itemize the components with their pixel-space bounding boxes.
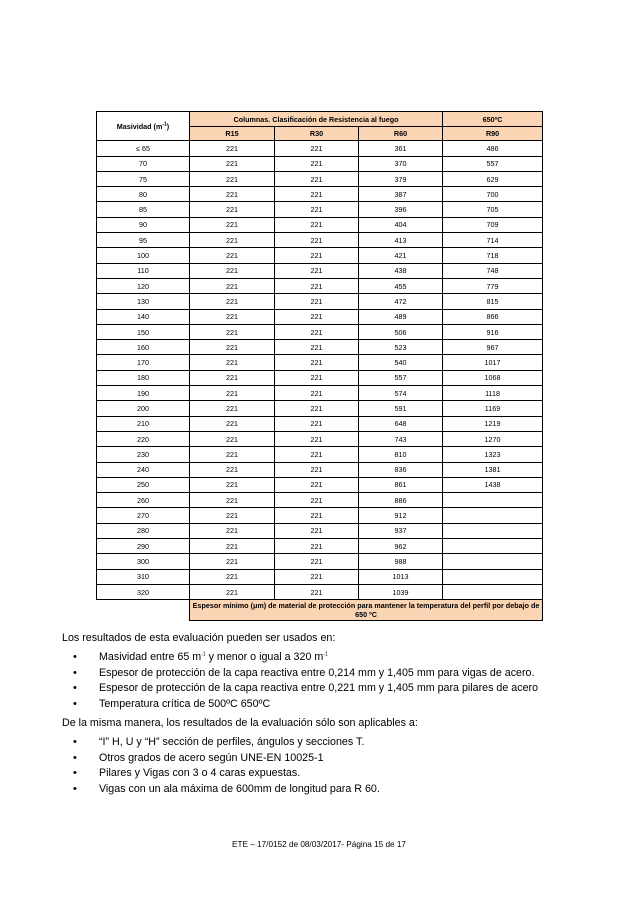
thickness-cell: 404 bbox=[359, 217, 443, 232]
thickness-cell: 221 bbox=[190, 493, 275, 508]
masividad-cell: 170 bbox=[97, 355, 190, 370]
masividad-cell: 95 bbox=[97, 233, 190, 248]
thickness-cell: 221 bbox=[190, 355, 275, 370]
masividad-cell: 70 bbox=[97, 156, 190, 171]
thickness-cell: 221 bbox=[190, 294, 275, 309]
thickness-cell: 361 bbox=[359, 141, 443, 156]
thickness-cell: 221 bbox=[190, 416, 275, 431]
thickness-cell: 1013 bbox=[359, 569, 443, 584]
thickness-cell: 370 bbox=[359, 156, 443, 171]
thickness-cell: 1169 bbox=[443, 401, 543, 416]
thickness-cell: 221 bbox=[275, 171, 359, 186]
masividad-cell: 130 bbox=[97, 294, 190, 309]
thickness-cell: 379 bbox=[359, 171, 443, 186]
thickness-cell: 221 bbox=[275, 370, 359, 385]
thickness-cell: 221 bbox=[190, 431, 275, 446]
thickness-cell: 221 bbox=[190, 508, 275, 523]
masividad-cell: 100 bbox=[97, 248, 190, 263]
table-row bbox=[97, 539, 543, 554]
thickness-cell: 1068 bbox=[443, 370, 543, 385]
thickness-cell: 221 bbox=[275, 462, 359, 477]
thickness-cell: 221 bbox=[275, 202, 359, 217]
column-header: R15 bbox=[190, 127, 275, 141]
masividad-cell: 250 bbox=[97, 477, 190, 492]
thickness-cell: 221 bbox=[190, 340, 275, 355]
thickness-cell bbox=[443, 569, 543, 584]
table-row bbox=[97, 233, 543, 248]
thickness-cell: 221 bbox=[190, 187, 275, 202]
thickness-cell: 396 bbox=[359, 202, 443, 217]
thickness-cell: 743 bbox=[359, 431, 443, 446]
thickness-cell: 1381 bbox=[443, 462, 543, 477]
thickness-cell: 962 bbox=[359, 539, 443, 554]
thickness-cell: 1270 bbox=[443, 431, 543, 446]
table-row bbox=[97, 156, 543, 171]
thickness-cell: 221 bbox=[190, 324, 275, 339]
thickness-cell: 506 bbox=[359, 324, 443, 339]
thickness-cell: 557 bbox=[443, 156, 543, 171]
thickness-cell: 221 bbox=[275, 187, 359, 202]
masividad-cell: 240 bbox=[97, 462, 190, 477]
table-row bbox=[97, 263, 543, 278]
thickness-cell: 700 bbox=[443, 187, 543, 202]
thickness-cell: 221 bbox=[275, 248, 359, 263]
body-text bbox=[62, 630, 582, 800]
table-row bbox=[97, 493, 543, 508]
thickness-cell: 648 bbox=[359, 416, 443, 431]
thickness-cell: 221 bbox=[190, 569, 275, 584]
table-row bbox=[97, 462, 543, 477]
list-item: • Espesor de protección de la capa reactiva entre 0,221 mm y 1,405 mm para pilares de acero bbox=[62, 681, 582, 697]
masividad-header: Masividad $(m^{-1})$ bbox=[97, 112, 190, 141]
masividad-cell: 190 bbox=[97, 386, 190, 401]
thickness-cell: 221 bbox=[190, 263, 275, 278]
masividad-cell: 150 bbox=[97, 324, 190, 339]
masividad-cell: 290 bbox=[97, 539, 190, 554]
table-row bbox=[97, 447, 543, 462]
thickness-cell: 1438 bbox=[443, 477, 543, 492]
table-row bbox=[97, 187, 543, 202]
temperature-header: 650ºC bbox=[443, 112, 543, 127]
table-row bbox=[97, 248, 543, 263]
thickness-cell: 221 bbox=[190, 217, 275, 232]
thickness-cell: 861 bbox=[359, 477, 443, 492]
thickness-cell: 937 bbox=[359, 523, 443, 538]
thickness-cell: 557 bbox=[359, 370, 443, 385]
thickness-cell bbox=[443, 539, 543, 554]
thickness-cell: 221 bbox=[275, 539, 359, 554]
thickness-cell: 221 bbox=[275, 324, 359, 339]
masividad-cell: 200 bbox=[97, 401, 190, 416]
thickness-cell: 221 bbox=[190, 171, 275, 186]
thickness-cell: 779 bbox=[443, 278, 543, 293]
masividad-cell: 280 bbox=[97, 523, 190, 538]
thickness-cell: 1118 bbox=[443, 386, 543, 401]
masividad-cell: 120 bbox=[97, 278, 190, 293]
list-item: • Pilares y Vigas con 3 o 4 caras expuestas. bbox=[62, 766, 582, 782]
masividad-cell: 140 bbox=[97, 309, 190, 324]
thickness-cell: 221 bbox=[275, 477, 359, 492]
thickness-cell: 413 bbox=[359, 233, 443, 248]
thickness-cell: 221 bbox=[190, 202, 275, 217]
thickness-cell: 221 bbox=[275, 493, 359, 508]
thickness-cell: 489 bbox=[359, 309, 443, 324]
thickness-cell: 221 bbox=[190, 447, 275, 462]
fire-resistance-table bbox=[96, 111, 543, 621]
list-item: • Temperatura crítica de 500ºC 650ºC bbox=[62, 697, 582, 713]
thickness-cell: 486 bbox=[443, 141, 543, 156]
group-title-header: Columnas. Clasificación de Resistencia al fuego bbox=[190, 112, 443, 127]
table-row bbox=[97, 554, 543, 569]
thickness-cell: 387 bbox=[359, 187, 443, 202]
thickness-cell: 591 bbox=[359, 401, 443, 416]
thickness-cell bbox=[443, 508, 543, 523]
list-item: • Espesor de protección de la capa reactiva entre 0,214 mm y 1,405 mm para vigas de acero. bbox=[62, 666, 582, 682]
thickness-cell: 221 bbox=[275, 554, 359, 569]
thickness-cell bbox=[443, 584, 543, 599]
thickness-cell: 221 bbox=[275, 309, 359, 324]
thickness-cell: 912 bbox=[359, 508, 443, 523]
masividad-cell: 110 bbox=[97, 263, 190, 278]
thickness-cell: 221 bbox=[190, 477, 275, 492]
masividad-cell: 160 bbox=[97, 340, 190, 355]
thickness-cell: 221 bbox=[275, 156, 359, 171]
thickness-cell: 540 bbox=[359, 355, 443, 370]
table-row bbox=[97, 569, 543, 584]
table-row bbox=[97, 217, 543, 232]
table-row bbox=[97, 386, 543, 401]
masividad-cell: 80 bbox=[97, 187, 190, 202]
thickness-cell: 221 bbox=[190, 523, 275, 538]
thickness-cell: 221 bbox=[275, 401, 359, 416]
section2-list bbox=[62, 735, 582, 797]
table-body bbox=[97, 141, 543, 600]
table-row bbox=[97, 584, 543, 599]
fire-resistance-table-container bbox=[96, 111, 542, 621]
thickness-cell: 221 bbox=[190, 401, 275, 416]
thickness-cell: 421 bbox=[359, 248, 443, 263]
masividad-cell: 310 bbox=[97, 569, 190, 584]
list-item: • Vigas con un ala máxima de 600mm de longitud para R 60. bbox=[62, 782, 582, 798]
table-row bbox=[97, 508, 543, 523]
thickness-cell: 629 bbox=[443, 171, 543, 186]
thickness-cell: 221 bbox=[275, 431, 359, 446]
thickness-cell: 221 bbox=[275, 584, 359, 599]
list-item: • Masividad entre 65 $m^{-1}$ y menor o igual a 320 $m^{-1}$ bbox=[62, 650, 582, 666]
masividad-cell: 230 bbox=[97, 447, 190, 462]
thickness-cell: 1323 bbox=[443, 447, 543, 462]
thickness-cell: 221 bbox=[275, 416, 359, 431]
thickness-cell: 221 bbox=[275, 233, 359, 248]
section2-intro: De la misma manera, los resultados de la evaluación sólo son aplicables a: bbox=[62, 717, 418, 729]
thickness-cell: 221 bbox=[190, 584, 275, 599]
column-header: R60 bbox=[359, 127, 443, 141]
thickness-cell: 221 bbox=[190, 539, 275, 554]
thickness-cell: 221 bbox=[190, 462, 275, 477]
table-row bbox=[97, 171, 543, 186]
thickness-cell: 714 bbox=[443, 233, 543, 248]
thickness-cell: 748 bbox=[443, 263, 543, 278]
thickness-cell: 221 bbox=[275, 340, 359, 355]
table-row bbox=[97, 294, 543, 309]
thickness-cell: 1039 bbox=[359, 584, 443, 599]
list-item: • Otros grados de acero según UNE-EN 10025-1 bbox=[62, 751, 582, 767]
thickness-cell: 810 bbox=[359, 447, 443, 462]
thickness-cell: 988 bbox=[359, 554, 443, 569]
masividad-cell: 75 bbox=[97, 171, 190, 186]
thickness-cell: 221 bbox=[275, 386, 359, 401]
thickness-cell bbox=[443, 554, 543, 569]
table-row bbox=[97, 278, 543, 293]
column-header: R90 bbox=[443, 127, 543, 141]
masividad-cell: 180 bbox=[97, 370, 190, 385]
table-row bbox=[97, 309, 543, 324]
thickness-cell: 815 bbox=[443, 294, 543, 309]
section1-intro: Los resultados de esta evaluación pueden ser usados en: bbox=[62, 632, 336, 644]
masividad-cell: ≤ 65 bbox=[97, 141, 190, 156]
thickness-cell: 221 bbox=[275, 217, 359, 232]
section1-list bbox=[62, 650, 582, 712]
thickness-cell: 916 bbox=[443, 324, 543, 339]
thickness-cell: 221 bbox=[190, 386, 275, 401]
table-footer-note: Espesor mínimo (μm) de material de protección para mantener la temperatura del perfil por debajo de 650 ºC bbox=[190, 600, 543, 621]
table-row bbox=[97, 340, 543, 355]
table-row bbox=[97, 370, 543, 385]
list-item: • “I” H, U y “H” sección de perfiles, ángulos y secciones T. bbox=[62, 735, 582, 751]
table-row bbox=[97, 141, 543, 156]
table-row bbox=[97, 431, 543, 446]
thickness-cell: 221 bbox=[275, 508, 359, 523]
page-footer: ETE – 17/0152 de 08/03/2017- Página 15 de 17 bbox=[232, 840, 406, 849]
thickness-cell: 574 bbox=[359, 386, 443, 401]
thickness-cell: 967 bbox=[443, 340, 543, 355]
thickness-cell: 1017 bbox=[443, 355, 543, 370]
thickness-cell: 472 bbox=[359, 294, 443, 309]
thickness-cell: 1219 bbox=[443, 416, 543, 431]
thickness-cell: 221 bbox=[275, 569, 359, 584]
thickness-cell bbox=[443, 493, 543, 508]
table-row bbox=[97, 324, 543, 339]
thickness-cell: 221 bbox=[275, 355, 359, 370]
table-row bbox=[97, 401, 543, 416]
masividad-cell: 90 bbox=[97, 217, 190, 232]
thickness-cell: 455 bbox=[359, 278, 443, 293]
masividad-cell: 85 bbox=[97, 202, 190, 217]
thickness-cell: 709 bbox=[443, 217, 543, 232]
thickness-cell: 718 bbox=[443, 248, 543, 263]
table-row bbox=[97, 477, 543, 492]
thickness-cell: 221 bbox=[190, 309, 275, 324]
thickness-cell: 221 bbox=[275, 447, 359, 462]
masividad-cell: 320 bbox=[97, 584, 190, 599]
thickness-cell: 523 bbox=[359, 340, 443, 355]
thickness-cell: 221 bbox=[275, 278, 359, 293]
thickness-cell: 221 bbox=[190, 554, 275, 569]
thickness-cell: 221 bbox=[190, 248, 275, 263]
thickness-cell: 221 bbox=[190, 370, 275, 385]
thickness-cell: 886 bbox=[359, 493, 443, 508]
table-row bbox=[97, 416, 543, 431]
masividad-cell: 300 bbox=[97, 554, 190, 569]
masividad-cell: 260 bbox=[97, 493, 190, 508]
footer-spacer bbox=[97, 600, 190, 621]
thickness-cell: 221 bbox=[275, 141, 359, 156]
column-header: R30 bbox=[275, 127, 359, 141]
table-row bbox=[97, 202, 543, 217]
thickness-cell: 221 bbox=[190, 278, 275, 293]
thickness-cell: 705 bbox=[443, 202, 543, 217]
thickness-cell: 221 bbox=[275, 523, 359, 538]
thickness-cell: 221 bbox=[275, 263, 359, 278]
thickness-cell: 221 bbox=[275, 294, 359, 309]
table-row bbox=[97, 523, 543, 538]
masividad-cell: 220 bbox=[97, 431, 190, 446]
table-row bbox=[97, 355, 543, 370]
thickness-cell: 866 bbox=[443, 309, 543, 324]
thickness-cell bbox=[443, 523, 543, 538]
masividad-cell: 270 bbox=[97, 508, 190, 523]
thickness-cell: 221 bbox=[190, 233, 275, 248]
thickness-cell: 221 bbox=[190, 156, 275, 171]
thickness-cell: 221 bbox=[190, 141, 275, 156]
masividad-cell: 210 bbox=[97, 416, 190, 431]
thickness-cell: 438 bbox=[359, 263, 443, 278]
thickness-cell: 836 bbox=[359, 462, 443, 477]
